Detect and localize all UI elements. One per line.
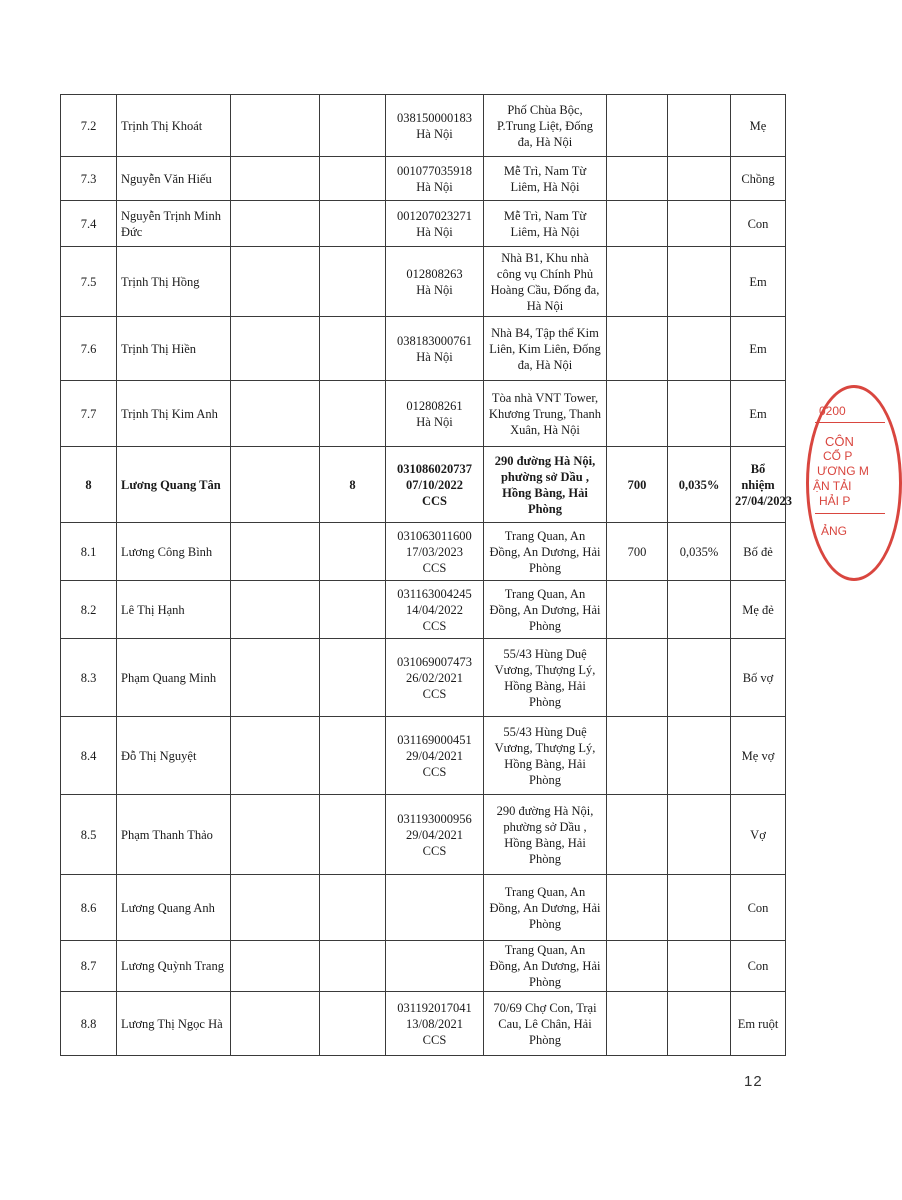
share-percent: 0,035% (668, 523, 731, 581)
share-quantity (607, 201, 668, 247)
id-document-cell (386, 992, 484, 1056)
share-quantity (607, 157, 668, 201)
blank-cell (231, 247, 320, 317)
blank-cell (231, 157, 320, 201)
position-cell: 8 (320, 447, 386, 523)
table-row (61, 639, 786, 717)
blank-cell (231, 523, 320, 581)
share-percent: 0,035% (668, 447, 731, 523)
position-cell (320, 875, 386, 941)
share-quantity (607, 639, 668, 717)
table-row (61, 795, 786, 875)
address-cell: Tòa nhà VNT Tower, Khương Trung, Thanh Xuân, Hà Nội (484, 381, 607, 447)
address-cell: Nhà B4, Tập thể Kim Liên, Kim Liên, Đống đa, Hà Nội (484, 317, 607, 381)
relationship-cell: Mẹ vợ (731, 717, 786, 795)
position-cell (320, 381, 386, 447)
table-row (61, 992, 786, 1056)
blank-cell (231, 381, 320, 447)
position-cell (320, 523, 386, 581)
seal-text-1: CÔN (825, 434, 854, 449)
table-row (61, 581, 786, 639)
id-id2: Hà Nội (416, 224, 453, 239)
share-percent (668, 941, 731, 992)
id-document-cell (386, 875, 484, 941)
table-row (61, 247, 786, 317)
id-document-cell (386, 201, 484, 247)
share-quantity (607, 717, 668, 795)
relationship-cell: Em (731, 381, 786, 447)
id-document-cell (386, 639, 484, 717)
relationship-cell: Em ruột (731, 992, 786, 1056)
share-quantity (607, 95, 668, 157)
share-quantity (607, 317, 668, 381)
row-number: 7.4 (61, 201, 117, 247)
address-cell: Mễ Trì, Nam Từ Liêm, Hà Nội (484, 157, 607, 201)
table-row (61, 157, 786, 201)
share-quantity (607, 795, 668, 875)
row-number: 8.8 (61, 992, 117, 1056)
id-document-cell (386, 941, 484, 992)
id-id1: 031193000956 (397, 811, 472, 826)
table-row (61, 941, 786, 992)
person-name: Lê Thị Hạnh (117, 581, 231, 639)
relationship-cell: Em (731, 247, 786, 317)
row-number: 8.5 (61, 795, 117, 875)
share-percent (668, 381, 731, 447)
relationship-cell: Bố vợ (731, 639, 786, 717)
position-cell (320, 201, 386, 247)
blank-cell (231, 639, 320, 717)
address-cell: Trang Quan, An Đồng, An Dương, Hải Phòng (484, 523, 607, 581)
person-name: Trịnh Thị Hiền (117, 317, 231, 381)
id-id2: 17/03/2023 (406, 544, 463, 559)
id-id3: CCS (422, 1032, 447, 1047)
id-id1: 031063011600 (397, 528, 472, 543)
id-id1: 012808263 (406, 266, 463, 281)
id-id1: 038183000761 (397, 333, 472, 348)
id-document-cell (386, 523, 484, 581)
person-name: Lương Thị Ngọc Hà (117, 992, 231, 1056)
id-id1: 031163004245 (397, 586, 472, 601)
id-id1: 012808261 (406, 398, 463, 413)
relationship-cell: Mẹ đẻ (731, 581, 786, 639)
id-id3: CCS (421, 493, 447, 508)
relationship-cell: Con (731, 875, 786, 941)
id-document-cell (386, 447, 484, 523)
seal-text-6: ẢNG (821, 524, 848, 538)
position-cell (320, 992, 386, 1056)
address-cell: Mễ Trì, Nam Từ Liêm, Hà Nội (484, 201, 607, 247)
address-cell: 290 đường Hà Nội, phường sở Dầu , Hồng Bàng, Hải Phòng (484, 447, 607, 523)
share-percent (668, 157, 731, 201)
relationship-cell: Con (731, 941, 786, 992)
id-id2: Hà Nội (416, 349, 453, 364)
blank-cell (231, 992, 320, 1056)
share-quantity (607, 247, 668, 317)
id-id2: 26/02/2021 (406, 670, 463, 685)
share-quantity (607, 875, 668, 941)
share-quantity: 700 (607, 447, 668, 523)
relationship-cell: Bố đẻ (731, 523, 786, 581)
position-cell (320, 717, 386, 795)
share-quantity (607, 581, 668, 639)
row-number: 8.2 (61, 581, 117, 639)
position-cell (320, 157, 386, 201)
id-id3: CCS (422, 560, 447, 575)
table-row (61, 317, 786, 381)
id-document-cell (386, 381, 484, 447)
share-percent (668, 201, 731, 247)
seal-text-2: CỔ P (823, 449, 853, 463)
id-document-cell (386, 95, 484, 157)
address-cell: Trang Quan, An Đồng, An Dương, Hải Phòng (484, 581, 607, 639)
person-name: Trịnh Thị Hồng (117, 247, 231, 317)
row-number: 7.5 (61, 247, 117, 317)
id-id3: CCS (422, 618, 447, 633)
row-number: 8.4 (61, 717, 117, 795)
row-number: 8.7 (61, 941, 117, 992)
relationship-cell: Vợ (731, 795, 786, 875)
share-percent (668, 317, 731, 381)
id-id3: CCS (422, 686, 447, 701)
id-document-cell (386, 717, 484, 795)
position-cell (320, 941, 386, 992)
share-percent (668, 992, 731, 1056)
id-id2: Hà Nội (416, 179, 453, 194)
row-number: 7.6 (61, 317, 117, 381)
address-cell: Phố Chùa Bộc, P.Trung Liệt, Đống đa, Hà Nội (484, 95, 607, 157)
id-id1: 031169000451 (397, 732, 472, 747)
id-id1: 001077035918 (397, 163, 472, 178)
person-name: Lương Quang Anh (117, 875, 231, 941)
row-number: 8.6 (61, 875, 117, 941)
table-row (61, 95, 786, 157)
id-id1: 001207023271 (397, 208, 472, 223)
blank-cell (231, 875, 320, 941)
row-number: 8.3 (61, 639, 117, 717)
row-number: 8.1 (61, 523, 117, 581)
relationship-cell: Em (731, 317, 786, 381)
id-id1: 031069007473 (397, 654, 472, 669)
person-name: Trịnh Thị Kim Anh (117, 381, 231, 447)
address-cell: 290 đường Hà Nội, phường sở Dầu , Hồng Bàng, Hải Phòng (484, 795, 607, 875)
id-id2: 29/04/2021 (406, 827, 463, 842)
relationship-cell: Chồng (731, 157, 786, 201)
position-cell (320, 317, 386, 381)
table-row (61, 717, 786, 795)
page-number: 12 (744, 1073, 763, 1090)
share-percent (668, 95, 731, 157)
share-percent (668, 717, 731, 795)
blank-cell (231, 95, 320, 157)
share-quantity (607, 992, 668, 1056)
person-name: Đỗ Thị Nguyệt (117, 717, 231, 795)
blank-cell (231, 795, 320, 875)
seal-code: 0200 (819, 404, 846, 418)
id-id1: 031192017041 (397, 1000, 472, 1015)
address-cell: Nhà B1, Khu nhà công vụ Chính Phủ Hoàng Cầu, Đống đa, Hà Nội (484, 247, 607, 317)
blank-cell (231, 317, 320, 381)
person-name: Lương Quang Tân (117, 447, 231, 523)
seal-text-5: HẢI P (819, 494, 851, 508)
address-cell: Trang Quan, An Đồng, An Dương, Hải Phòng (484, 875, 607, 941)
person-name: Phạm Quang Minh (117, 639, 231, 717)
id-id3: CCS (422, 764, 447, 779)
id-id2: Hà Nội (416, 282, 453, 297)
position-cell (320, 581, 386, 639)
table-row (61, 523, 786, 581)
table-row (61, 201, 786, 247)
id-id2: Hà Nội (416, 414, 453, 429)
row-number: 8 (61, 447, 117, 523)
position-cell (320, 639, 386, 717)
id-id2: Hà Nội (416, 126, 453, 141)
person-name: Nguyễn Trịnh Minh Đức (117, 201, 231, 247)
share-percent (668, 875, 731, 941)
row-number: 7.3 (61, 157, 117, 201)
share-percent (668, 639, 731, 717)
id-id2: 13/08/2021 (406, 1016, 463, 1031)
share-quantity (607, 381, 668, 447)
person-name: Nguyễn Văn Hiếu (117, 157, 231, 201)
position-cell (320, 95, 386, 157)
seal-text-3: ƯƠNG M (817, 464, 869, 478)
row-number: 7.2 (61, 95, 117, 157)
id-id2: 14/04/2022 (406, 602, 463, 617)
position-cell (320, 247, 386, 317)
relationship-cell: Mẹ (731, 95, 786, 157)
blank-cell (231, 941, 320, 992)
table-row (61, 447, 786, 523)
address-cell: Trang Quan, An Đồng, An Dương, Hải Phòng (484, 941, 607, 992)
id-id3: CCS (422, 843, 447, 858)
id-document-cell (386, 317, 484, 381)
company-seal-stamp (806, 385, 902, 581)
table-row (61, 381, 786, 447)
position-cell (320, 795, 386, 875)
id-id1: 038150000183 (397, 110, 472, 125)
share-percent (668, 247, 731, 317)
share-percent (668, 581, 731, 639)
blank-cell (231, 447, 320, 523)
id-id2: 29/04/2021 (406, 748, 463, 763)
address-cell: 70/69 Chợ Con, Trại Cau, Lê Chân, Hải Phòng (484, 992, 607, 1056)
share-percent (668, 795, 731, 875)
row-number: 7.7 (61, 381, 117, 447)
person-name: Lương Công Bình (117, 523, 231, 581)
id-document-cell (386, 247, 484, 317)
id-id2: 07/10/2022 (406, 477, 463, 492)
share-quantity (607, 941, 668, 992)
relationship-cell: Bổ nhiệm 27/04/2023 (731, 447, 786, 523)
person-name: Lương Quỳnh Trang (117, 941, 231, 992)
person-name: Trịnh Thị Khoát (117, 95, 231, 157)
address-cell: 55/43 Hùng Duệ Vương, Thượng Lý, Hồng Bàng, Hải Phòng (484, 717, 607, 795)
address-cell: 55/43 Hùng Duệ Vương, Thượng Lý, Hồng Bàng, Hải Phòng (484, 639, 607, 717)
relationship-cell: Con (731, 201, 786, 247)
shareholder-related-persons-table (60, 94, 792, 1056)
id-document-cell (386, 795, 484, 875)
blank-cell (231, 581, 320, 639)
id-document-cell (386, 581, 484, 639)
seal-text-4: ẬN TẢI (813, 479, 852, 493)
share-quantity: 700 (607, 523, 668, 581)
blank-cell (231, 201, 320, 247)
id-document-cell (386, 157, 484, 201)
id-id1: 031086020737 (397, 461, 472, 476)
table-row (61, 875, 786, 941)
blank-cell (231, 717, 320, 795)
person-name: Phạm Thanh Thảo (117, 795, 231, 875)
